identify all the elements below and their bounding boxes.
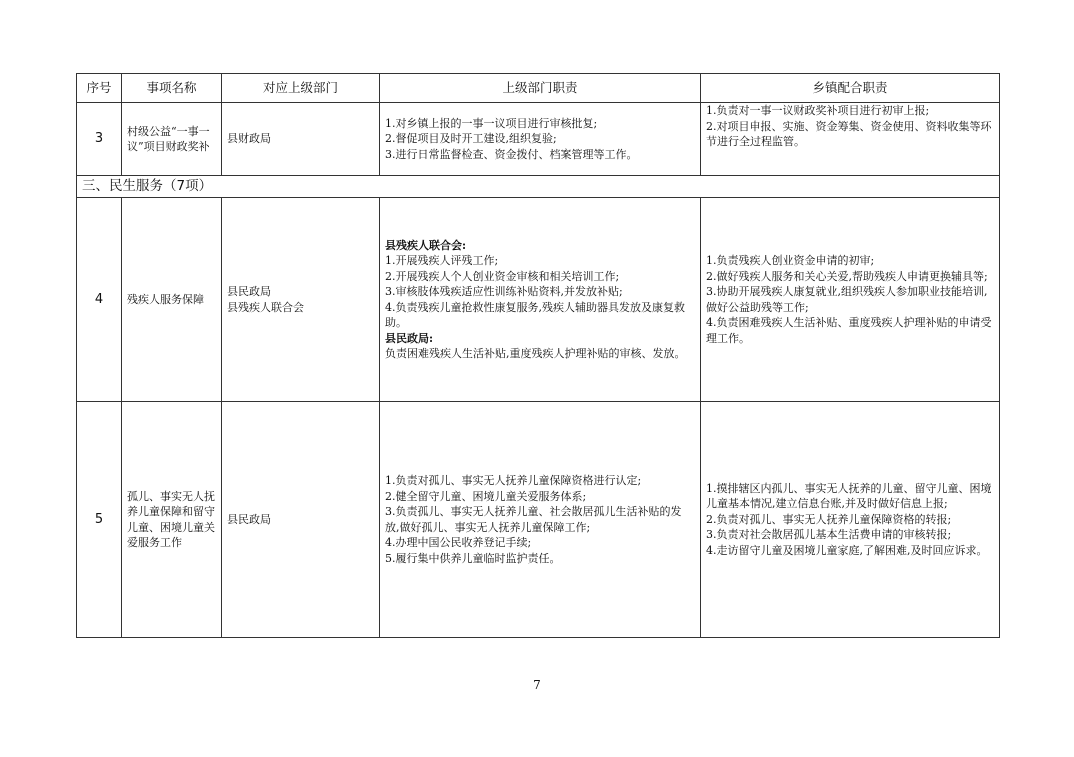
duty-line: 3.负责孤儿、事实无人抚养儿童、社会散居孤儿生活补贴的发放,做好孤儿、事实无人抚养儿童保障工作; [385,505,682,534]
header-row [77,74,1000,103]
duty-table [76,73,1000,638]
page-number: 7 [533,678,541,692]
header-item: 事项名称 [122,74,222,103]
duty-line: 5.履行集中供养儿童临时监护责任。 [385,551,561,565]
table-row [77,103,1000,176]
row-dept: 县财政局 [222,103,380,176]
town-duty-list [706,253,994,346]
row-seq: 3 [77,103,122,176]
upper-duty-list [385,253,695,331]
duty-line: 1.摸排辖区内孤儿、事实无人抚养的儿童、留守儿童、困境儿童基本情况,建立信息台账,并及时做好信息上报; [706,481,992,511]
duty-line: 1.负责对孤儿、事实无人抚养儿童保障资格进行认定; [385,474,642,487]
row-town-duties [701,402,1000,638]
row-dept [222,198,380,402]
section-row [77,176,1000,198]
row-seq: 4 [77,198,122,402]
row-seq: 5 [77,402,122,638]
row-town-duties [701,103,1000,176]
row-dept: 县民政局 [222,402,380,638]
town-duty-list [706,103,994,150]
duty-line: 4.走访留守儿童及困境儿童家庭,了解困难,及时回应诉求。 [706,543,988,557]
duty-line: 3.进行日常监督检查、资金拨付、档案管理等工作。 [385,147,638,161]
table-row [77,402,1000,638]
row-item: 残疾人服务保障 [122,198,222,402]
header-upper: 上级部门职责 [380,74,701,103]
duty-line: 1.负责对一事一议财政奖补项目进行初审上报; [706,104,930,117]
section-title: 三、民生服务（7项） [77,176,1000,198]
duty-line: 2.做好残疾人服务和关心关爱,帮助残疾人申请更换辅具等; [706,269,988,283]
duty-line: 3.审核肢体残疾适应性训练补贴资料,并发放补贴; [385,285,623,298]
upper-duty-list [385,346,695,362]
header-dept: 对应上级部门 [222,74,380,103]
upper-duty-list [385,473,695,566]
header-seq: 序号 [77,74,122,103]
duty-heading: 县民政局: [385,331,434,345]
upper-duty-list [385,116,695,163]
duty-line: 县民政局 [227,285,271,298]
duty-line: 2.督促项目及时开工建设,组织复验; [385,132,557,146]
duty-line: 负责困难残疾人生活补贴,重度残疾人护理补贴的审核、发放。 [385,347,686,360]
duty-line: 2.健全留守儿童、困境儿童关爱服务体系; [385,489,587,503]
duty-line: 4.负责残疾儿童抢救性康复服务,残疾人辅助器具发放及康复救助。 [385,300,685,329]
duty-line: 1.开展残疾人评残工作; [385,254,499,267]
dept-list [227,284,374,315]
duty-line: 4.负责困难残疾人生活补贴、重度残疾人护理补贴的申请受理工作。 [706,316,992,345]
header-town: 乡镇配合职责 [701,74,1000,103]
row-upper-duties [380,103,701,176]
row-item: 孤儿、事实无人抚养儿童保障和留守儿童、困境儿童关爱服务工作 [122,402,222,638]
row-upper-duties [380,198,701,402]
duty-line: 县残疾人联合会 [227,300,304,314]
duty-line: 3.协助开展残疾人康复就业,组织残疾人参加职业技能培训,做好公益助残等工作; [706,285,988,314]
duty-heading: 县残疾人联合会: [385,238,467,252]
duty-line: 2.负责对孤儿、事实无人抚养儿童保障资格的转报; [706,512,952,526]
table-row [77,198,1000,402]
duty-line: 3.负责对社会散居孤儿基本生活费申请的审核转报; [706,528,952,542]
duty-line: 2.开展残疾人个人创业资金审核和相关培训工作; [385,269,620,283]
duty-line: 1.负责残疾人创业资金申请的初审; [706,254,875,267]
duty-line: 2.对项目申报、实施、资金筹集、资金使用、资料收集等环节进行全过程监管。 [706,119,992,148]
town-duty-list [706,481,994,559]
duty-line: 1.对乡镇上报的一事一议项目进行审核批复; [385,116,598,130]
row-upper-duties [380,402,701,638]
row-item: 村级公益“一事一议”项目财政奖补 [122,103,222,176]
duty-line: 4.办理中国公民收养登记手续; [385,536,532,549]
row-town-duties [701,198,1000,402]
